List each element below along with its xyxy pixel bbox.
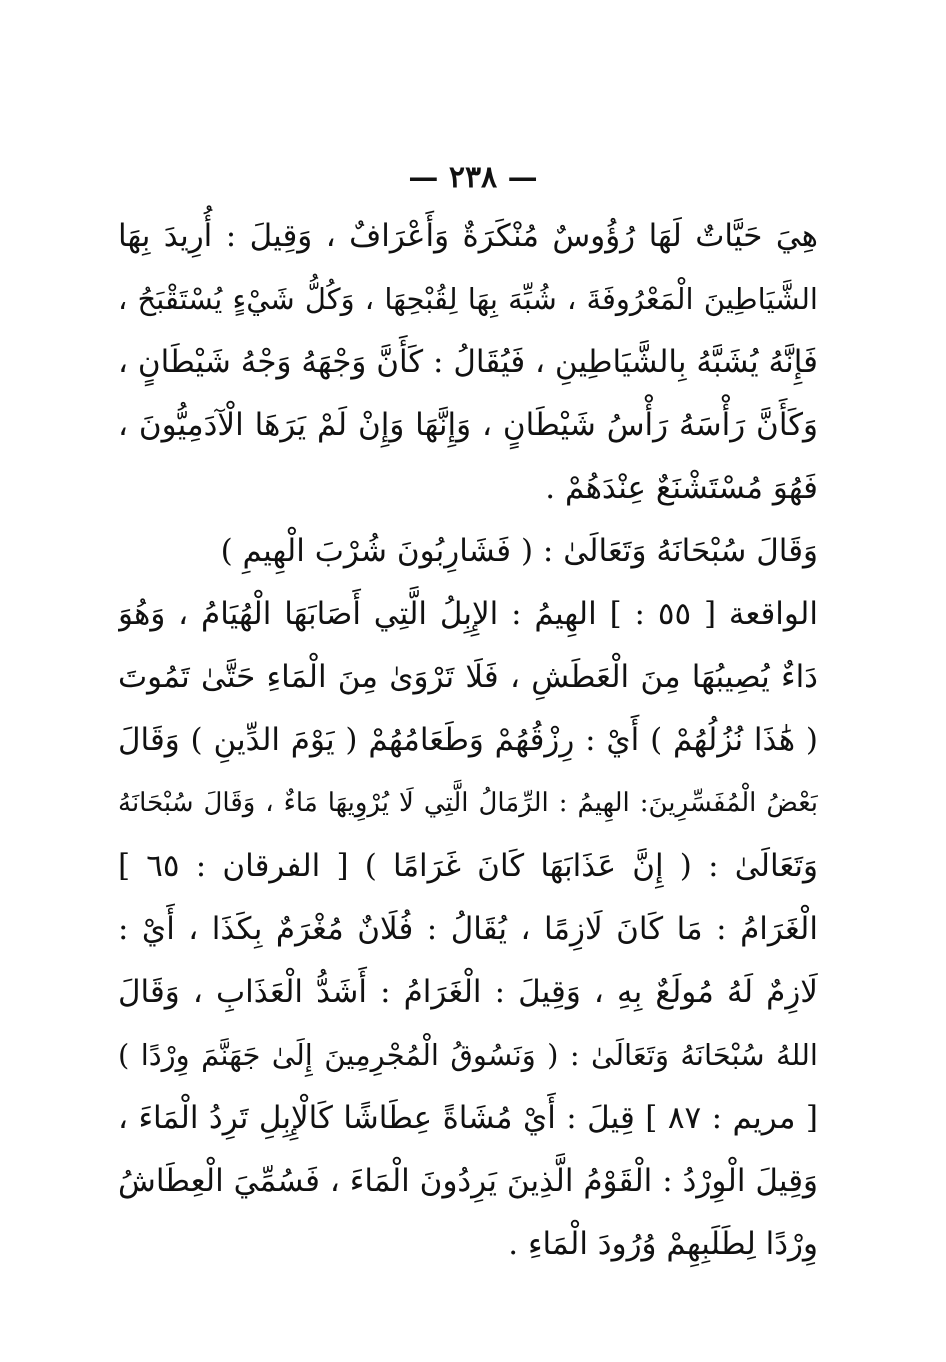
text-line: وَتَعَالَىٰ : ( إِنَّ عَذَابَهَا كَانَ غَرَامًا ) [ الفرقان : ٦٥ ] (118, 848, 818, 884)
text-line: وَكَأَنَّ رَأْسَهُ رَأْسُ شَيْطَانٍ ، وَإِنَّهَا وَإِنْ لَمْ يَرَهَا الْآدَمِيُّونَ ، (118, 407, 818, 443)
text-line: اللهُ سُبْحَانَهُ وَتَعَالَىٰ : ( وَنَسُوقُ الْمُجْرِمِينَ إِلَىٰ جَهَنَّمَ وِرْدًا ) (118, 1038, 818, 1072)
text-line: الواقعة [ ٥٥ : ] الهِيمُ : الإِبِلُ الَّتِي أَصَابَهَا الْهُيَامُ ، وَهُوَ (118, 596, 818, 632)
text-line: وِرْدًا لِطَلَبِهِمْ وُرُودَ الْمَاءِ . (508, 1226, 818, 1262)
text-line: لَازِمٌ لَهُ مُولَعٌ بِهِ ، وَقِيلَ : الْغَرَامُ : أَشَدُّ الْعَذَابِ ، وَقَالَ (118, 974, 818, 1010)
body-text (118, 205, 818, 1276)
text-line: الْغَرَامُ : مَا كَانَ لَازِمًا ، يُقَالُ : فُلَانٌ مُغْرَمٌ بِكَذَا ، أَيْ : (118, 911, 818, 947)
text-line: هِيَ حَيَّاتٌ لَهَا رُؤُوسٌ مُنْكَرَةٌ وَأَعْرَافٌ ، وَقِيلَ : أُرِيدَ بِهَا (118, 218, 818, 254)
text-line: الشَّيَاطِينَ الْمَعْرُوفَةَ ، شُبِّهَ بِهَا لِقُبْحِهَا ، وَكُلُّ شَيْءٍ يُسْتَقْبَحُ ، (118, 282, 818, 316)
text-line: بَعْضُ الْمُفَسِّرِينَ: الهِيمُ : الرِّمَالُ الَّتِي لَا يُرْوِيهَا مَاءٌ ، وَقَالَ سُبْحَانَهُ (118, 788, 818, 818)
text-line: ( هَٰذَا نُزُلُهُمْ ) أَيْ : رِزْقُهُمْ وَطَعَامُهُمْ ( يَوْمَ الدِّينِ ) وَقَالَ (118, 722, 818, 758)
text-line: فَهُوَ مُسْتَشْنَعٌ عِنْدَهُمْ . (545, 470, 818, 506)
text-line: [ مريم : ٨٧ ] قِيلَ : أَيْ مُشَاةً عِطَاشًا كَالْإِبِلِ تَرِدُ الْمَاءَ ، (118, 1100, 818, 1136)
text-line: فَإِنَّهُ يُشَبَّهُ بِالشَّيَاطِينِ ، فَيُقَالُ : كَأَنَّ وَجْهَهُ وَجْهُ شَيْطَانٍ ، (118, 344, 818, 380)
text-line: وَقِيلَ الْوِرْدُ : الْقَوْمُ الَّذِينَ يَرِدُونَ الْمَاءَ ، فَسُمِّيَ الْعِطَاشُ (118, 1163, 818, 1199)
page-number: — ٢٣٨ — (408, 160, 538, 195)
text-line: وَقَالَ سُبْحَانَهُ وَتَعَالَىٰ : ( فَشَارِبُونَ شُرْبَ الْهِيمِ ) (220, 533, 818, 569)
text-line: دَاءٌ يُصِيبُهَا مِنَ الْعَطَشِ ، فَلَا تَرْوَىٰ مِنَ الْمَاءِ حَتَّىٰ تَمُوتَ (118, 659, 818, 695)
